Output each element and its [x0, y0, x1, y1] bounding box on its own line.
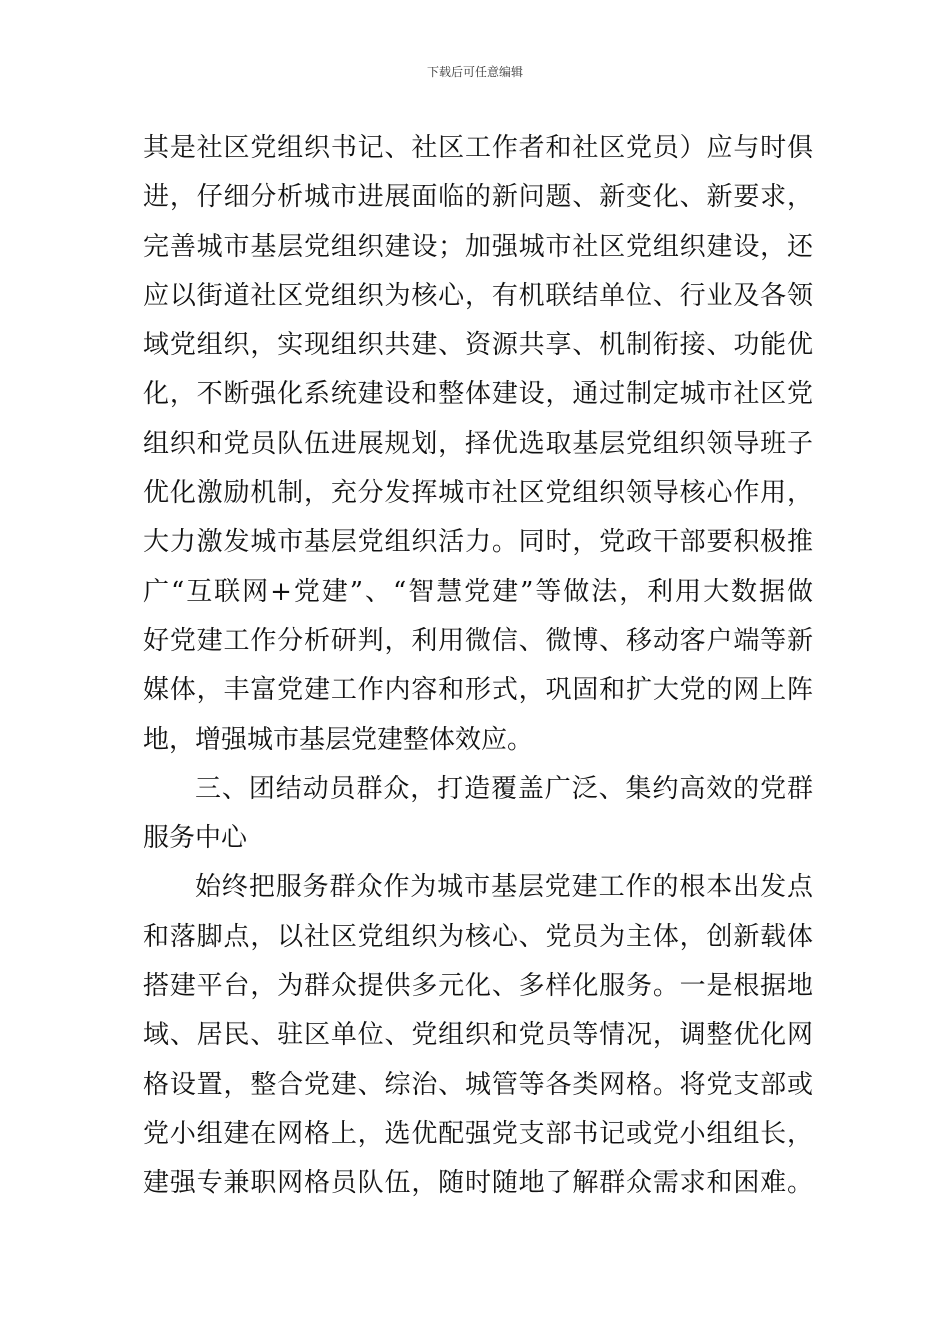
body-line: 地，增强城市基层党建整体效应。: [143, 724, 534, 755]
body-line: 广“互联网+党建”、“智慧党建”等做法，利用大数据做: [143, 576, 813, 607]
body-line: 进，仔细分析城市进展面临的新问题、新变化、新要求，: [143, 182, 813, 213]
body-line: 优化激励机制，充分发挥城市社区党组织领导核心作用，: [143, 478, 813, 509]
body-line: 格设置，整合党建、综治、城管等各类网格。将党支部或: [143, 1069, 813, 1100]
body-line: 域党组织，实现组织共建、资源共享、机制衔接、功能优: [143, 330, 813, 361]
body-line: 化，不断强化系统建设和整体建设，通过制定城市社区党: [143, 379, 813, 410]
document-body: [143, 124, 813, 1209]
body-line: 大力激发城市基层党组织活力。同时，党政干部要积极推: [143, 527, 813, 558]
body-line: 完善城市基层党组织建设；加强城市社区党组织建设，还: [143, 231, 813, 262]
section-heading: 三、团结动员群众，打造覆盖广泛、集约高效的党群: [195, 773, 813, 804]
body-line: 党小组建在网格上，选优配强党支部书记或党小组组长，: [143, 1118, 813, 1149]
body-line: 组织和党员队伍进展规划，择优选取基层党组织领导班子: [143, 428, 813, 459]
section-heading-cont: 服务中心: [143, 823, 248, 854]
body-line: 应以街道社区党组织为核心，有机联结单位、行业及各领: [143, 280, 813, 311]
body-line: 和落脚点，以社区党组织为核心、党员为主体，创新载体: [143, 921, 813, 952]
body-line: 好党建工作分析研判，利用微信、微博、移动客户端等新: [143, 625, 813, 656]
body-line: 媒体，丰富党建工作内容和形式，巩固和扩大党的网上阵: [143, 675, 813, 706]
body-line: 搭建平台，为群众提供多元化、多样化服务。一是根据地: [143, 971, 813, 1002]
body-line: 其是社区党组织书记、社区工作者和社区党员）应与时俱: [143, 133, 813, 163]
body-line: 域、居民、驻区单位、党组织和党员等情况，调整优化网: [143, 1020, 813, 1051]
body-line: 建强专兼职网格员队伍，随时随地了解群众需求和困难。: [143, 1168, 813, 1199]
body-line: 始终把服务群众作为城市基层党建工作的根本出发点: [195, 872, 813, 903]
page-header: 下载后可任意编辑: [426, 65, 523, 79]
